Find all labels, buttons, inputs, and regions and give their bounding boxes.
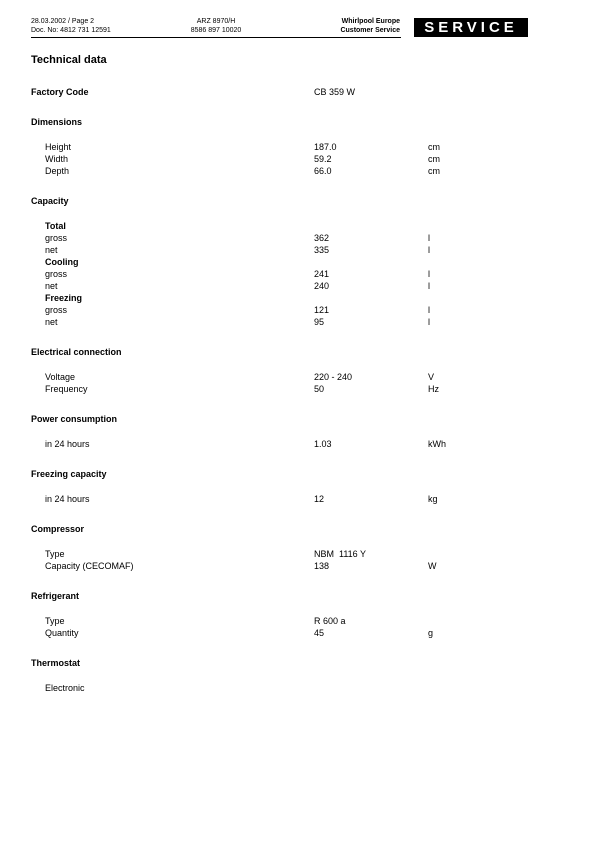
row-unit: l [428, 281, 430, 291]
row-value: 335 [314, 245, 330, 255]
row-label: Quantity [45, 628, 79, 638]
row-unit: l [428, 305, 430, 315]
row-label: gross [45, 233, 68, 243]
table-row [0, 316, 595, 328]
table-row [0, 615, 595, 627]
table-row [0, 268, 595, 280]
table-row [0, 165, 595, 177]
capacity-group-total [0, 220, 595, 232]
dimensions-heading: Dimensions [31, 117, 83, 127]
row-label: gross [45, 269, 68, 279]
row-unit: l [428, 233, 430, 243]
row-value: 121 [314, 305, 330, 315]
service-badge: SERVICE [414, 18, 528, 37]
row-unit: g [428, 628, 434, 638]
compressor-heading: Compressor [31, 524, 85, 534]
row-unit: l [428, 245, 430, 255]
table-row [0, 304, 595, 316]
capacity-heading: Capacity [31, 196, 69, 206]
row-label: Electronic [45, 683, 85, 693]
row-value: 59.2 [314, 154, 332, 164]
row-label: in 24 hours [45, 439, 90, 449]
row-value: 241 [314, 269, 330, 279]
group-label: Total [45, 221, 66, 231]
factory-code-heading: Factory Code [31, 87, 89, 97]
table-row [0, 682, 595, 694]
row-label: net [45, 245, 58, 255]
row-label: net [45, 281, 58, 291]
row-unit: kg [428, 494, 438, 504]
row-unit: Hz [428, 384, 439, 394]
header-divider [31, 37, 401, 38]
row-value: 66.0 [314, 166, 332, 176]
row-value: R 600 a [314, 616, 346, 626]
header-date-page: 28.03.2002 / Page 2 [31, 18, 95, 25]
power-heading: Power consumption [31, 414, 118, 424]
row-label: Type [45, 549, 65, 559]
table-row [0, 141, 595, 153]
row-unit: V [428, 372, 435, 382]
factory-code-row [0, 86, 595, 98]
row-value: 138 [314, 561, 330, 571]
header-company-name: Whirlpool Europe [341, 18, 400, 25]
thermostat-heading: Thermostat [31, 658, 81, 668]
freezing-capacity-heading: Freezing capacity [31, 469, 107, 479]
table-row [0, 548, 595, 560]
refrigerant-heading: Refrigerant [31, 591, 80, 601]
header-doc-info [31, 17, 111, 35]
row-label: Type [45, 616, 65, 626]
row-label: in 24 hours [45, 494, 90, 504]
row-unit: cm [428, 154, 440, 164]
table-row [0, 232, 595, 244]
group-label: Cooling [45, 257, 79, 267]
row-value: 95 [314, 317, 325, 327]
header-model-info [185, 17, 247, 35]
group-label: Freezing [45, 293, 83, 303]
header-company [300, 17, 400, 35]
row-label: Voltage [45, 372, 76, 382]
row-unit: l [428, 269, 430, 279]
table-row [0, 153, 595, 165]
row-value: 12 [314, 494, 325, 504]
row-label: gross [45, 305, 68, 315]
capacity-group-cooling [0, 256, 595, 268]
header-department: Customer Service [340, 27, 400, 34]
header-part-number: 8586 897 10020 [190, 27, 242, 34]
row-unit: kWh [428, 439, 446, 449]
row-unit: l [428, 317, 430, 327]
row-label: Width [45, 154, 69, 164]
row-value: 50 [314, 384, 325, 394]
page-title: Technical data [31, 54, 107, 66]
header-model-code: ARZ 8970/H [196, 18, 236, 25]
row-unit: W [428, 561, 437, 571]
electrical-heading: Electrical connection [31, 347, 122, 357]
row-value: 1.03 [314, 439, 332, 449]
row-value: 240 [314, 281, 330, 291]
table-row [0, 244, 595, 256]
row-unit: cm [428, 166, 440, 176]
row-label: Depth [45, 166, 70, 176]
table-row [0, 371, 595, 383]
row-value: 45 [314, 628, 325, 638]
header-doc-number: Doc. No: 4812 731 12591 [31, 27, 111, 34]
table-row [0, 280, 595, 292]
row-label: Frequency [45, 384, 88, 394]
factory-code-value: CB 359 W [314, 87, 356, 97]
row-value: 187.0 [314, 142, 337, 152]
row-value: 220 - 240 [314, 372, 353, 382]
table-row [0, 438, 595, 450]
row-label: net [45, 317, 58, 327]
row-label: Capacity (CECOMAF) [45, 561, 134, 571]
table-row [0, 383, 595, 395]
capacity-group-freezing [0, 292, 595, 304]
row-unit: cm [428, 142, 440, 152]
table-row [0, 560, 595, 572]
table-row [0, 627, 595, 639]
row-value: NBM 1116 Y [314, 549, 367, 559]
row-label: Height [45, 142, 72, 152]
table-row [0, 493, 595, 505]
row-value: 362 [314, 233, 330, 243]
